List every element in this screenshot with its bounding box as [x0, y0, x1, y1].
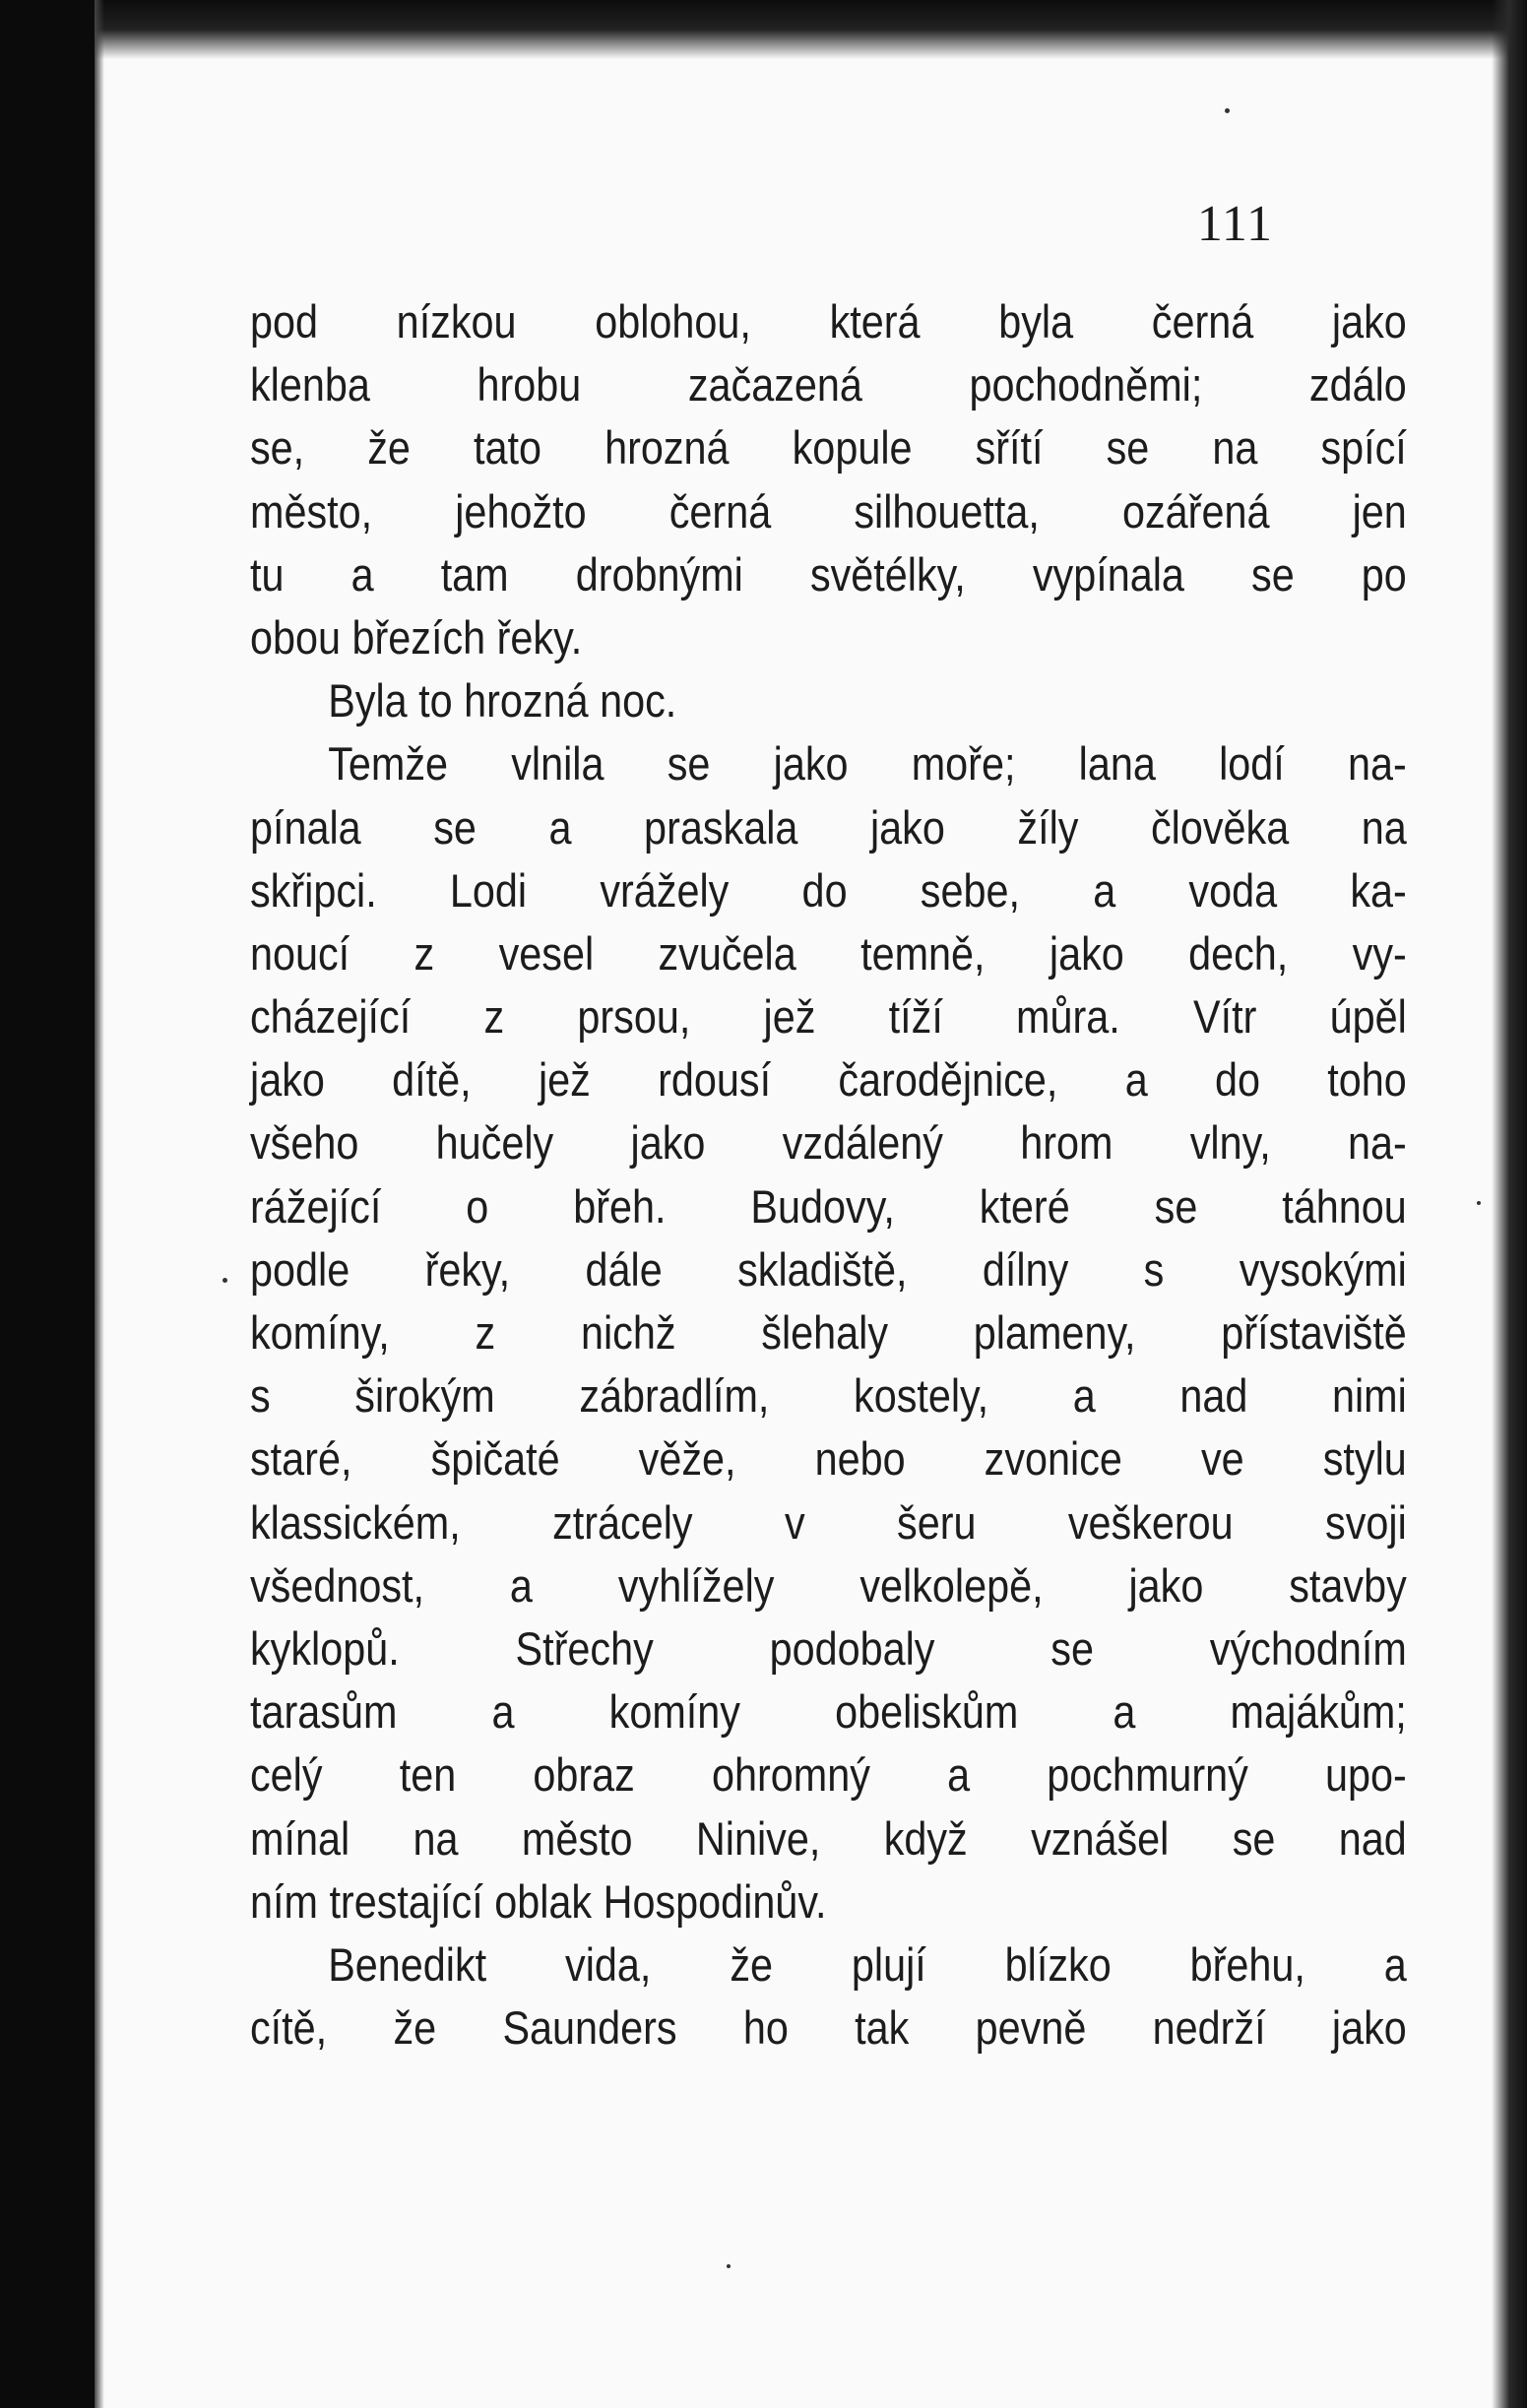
text-line: mínal na město Ninive, když vznášel se nad [250, 1811, 1407, 1865]
text-line: cházející z prsou, jež tíží můra. Vítr úpěl [250, 990, 1407, 1044]
text-line: celý ten obraz ohromný a pochmurný upo- [250, 1748, 1407, 1802]
text-line: komíny, z nichž šlehaly plameny, přístaviště [250, 1306, 1407, 1359]
text-line: všednost, a vyhlížely velkolepě, jako stavby [250, 1558, 1407, 1612]
text-line: staré, špičaté věže, nebo zvonice ve stylu [250, 1432, 1407, 1486]
text-line: rážející o břeh. Budovy, které se táhnou [250, 1179, 1407, 1233]
text-line: Byla to hrozná noc. [328, 674, 677, 728]
text-line: ním trestající oblak Hospodinův. [250, 1874, 827, 1928]
body-text [250, 290, 1407, 2059]
text-line: město, jehožto černá silhouetta, ozářená jen [250, 484, 1407, 538]
scan-speck [727, 2264, 731, 2268]
text-line: pínala se a praskala jako žíly člověka na [250, 800, 1407, 854]
scan-border-right [1492, 0, 1527, 2408]
scan-border-left [0, 0, 95, 2408]
text-line: Temže vlnila se jako moře; lana lodí na- [328, 737, 1407, 791]
scan-speck [223, 1278, 227, 1283]
scan-speck [1477, 1201, 1481, 1205]
text-line: klassickém, ztrácely v šeru veškerou svoji [250, 1495, 1407, 1549]
page-number: 111 [1196, 196, 1273, 252]
text-line: klenba hrobu začazená pochodněmi; zdálo [250, 358, 1407, 412]
scan-border-left-edge [95, 0, 104, 2408]
text-line: všeho hučely jako vzdálený hrom vlny, na- [250, 1116, 1407, 1170]
text-line: tarasům a komíny obeliskům a majákům; [250, 1685, 1407, 1739]
text-line: pod nízkou oblohou, která byla černá jako [250, 295, 1407, 348]
text-line: kyklopů. Střechy podobaly se východním [250, 1621, 1407, 1675]
text-line: Benedikt vida, že plují blízko břehu, a [328, 1937, 1407, 1991]
text-line: tu a tam drobnými světélky, vypínala se po [250, 547, 1407, 601]
text-line: s širokým zábradlím, kostely, a nad nimi [250, 1369, 1407, 1423]
scan-speck [1225, 108, 1230, 113]
text-line: jako dítě, jež rdousí čarodějnice, a do toho [250, 1053, 1407, 1107]
text-line: skřipci. Lodi vrážely do sebe, a voda ka- [250, 863, 1407, 917]
text-line: noucí z vesel zvučela temně, jako dech, vy- [250, 926, 1407, 980]
text-line: cítě, že Saunders ho tak pevně nedrží jako [250, 2001, 1407, 2055]
text-line: obou březích řeky. [250, 610, 583, 664]
text-line: se, že tato hrozná kopule sřítí se na spící [250, 421, 1407, 475]
text-line: podle řeky, dále skladiště, dílny s vysokými [250, 1242, 1407, 1296]
scan-border-top [0, 0, 1527, 59]
